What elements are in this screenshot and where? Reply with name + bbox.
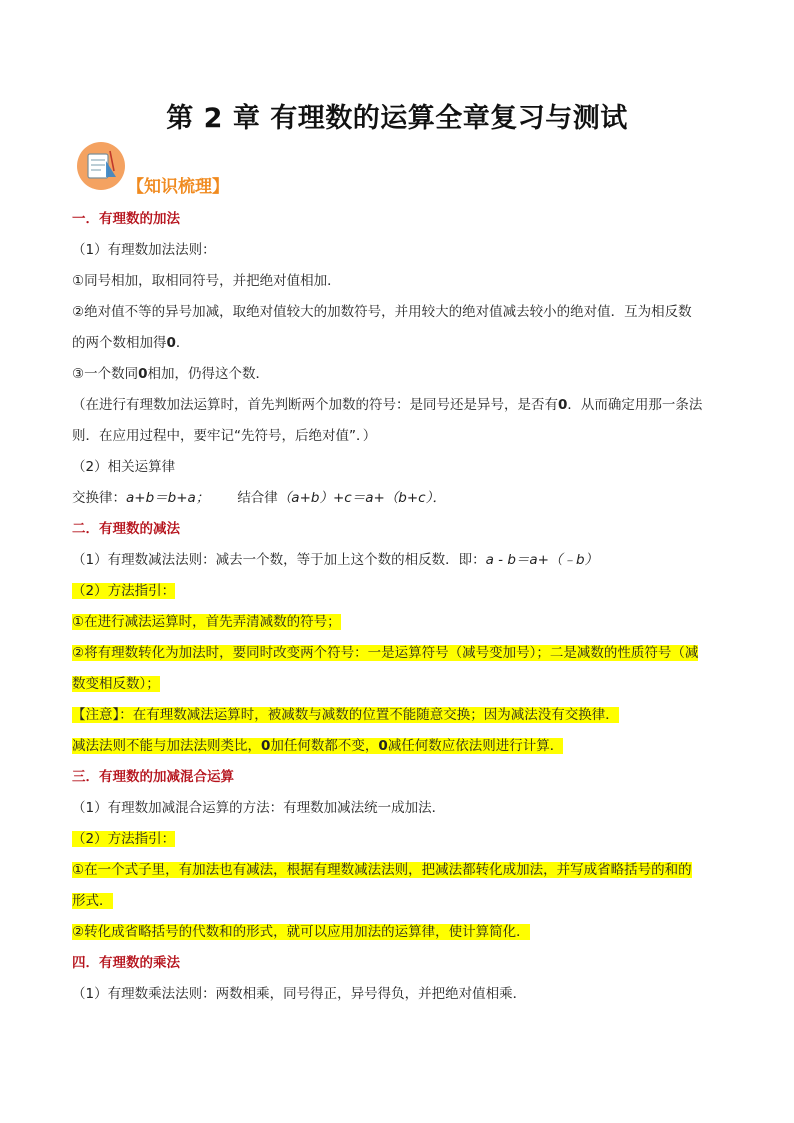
section-tag-knowledge: 【知识梳理】 (127, 177, 229, 197)
zero: 0 (138, 366, 148, 382)
mixed-tips-label (72, 824, 724, 855)
subtraction-formula: a - b＝a+（﹣b） (485, 552, 599, 568)
addition-note-line-2: 则．在应用过程中，要牢记“先符号，后绝对值”．） (72, 428, 377, 444)
text: 减任何数应依法则进行计算． (387, 738, 564, 754)
addition-rule-3 (72, 359, 724, 390)
text: 相加，仍得这个数． (147, 366, 270, 382)
commutative-label: 交换律： (72, 490, 126, 506)
associative-law: （a+b）+c＝a+（b+c）． (277, 490, 446, 506)
addition-rule-1: ①同号相加，取相同符号，并把绝对值相加． (72, 273, 341, 289)
addition-rule-label: （1）有理数加法法则： (72, 242, 216, 258)
highlight: ①在进行减法运算时，首先弄清减数的符号； (72, 614, 341, 630)
addition-rule-2-line-1: ②绝对值不等的异号加减，取绝对值较大的加数符号，并用较大的绝对值减去较小的绝对值．互为相反数 (72, 304, 692, 320)
text: 的两个数相加得 (72, 335, 167, 351)
highlight: ②转化成省略括号的代数和的形式，就可以应用加法的运算律，使计算简化． (72, 924, 530, 940)
content-body (72, 204, 724, 1010)
subtraction-tips-label (72, 576, 724, 607)
mixed-tip-1-line-1 (72, 855, 724, 886)
text: （1）有理数减法法则：减去一个数，等于加上这个数的相反数．即： (72, 552, 486, 568)
heading-multiplication: 四．有理数的乘法 (72, 955, 180, 971)
text: 加任何数都不变， (270, 738, 379, 754)
multiplication-rule: （1）有理数乘法法则：两数相乘，同号得正，异号得负，并把绝对值相乘． (72, 986, 527, 1002)
highlight: ②将有理数转化为加法时，要同时改变两个符号：一是运算符号（减号变加号）；二是减数的性质符号（减 (72, 645, 699, 661)
zero: 0 (378, 738, 388, 754)
commutative-law: a+b＝b+a； (126, 490, 210, 506)
highlight: 【注意】：在有理数减法运算时，被减数与减数的位置不能随意交换；因为减法没有交换律． (72, 707, 619, 723)
mixed-tip-2 (72, 917, 724, 948)
subtraction-tip-2-line-1 (72, 638, 724, 669)
heading-subtraction: 二．有理数的减法 (72, 521, 180, 537)
highlight: （2）方法指引： (72, 831, 176, 847)
heading-mixed-operations: 三．有理数的加减混合运算 (72, 769, 234, 785)
subtraction-tip-2-line-2 (72, 669, 724, 700)
heading-addition: 一．有理数的加法 (72, 211, 180, 227)
highlight: ①在一个式子里，有加法也有减法，根据有理数减法法则，把减法都转化成加法，并写成省略括号的和的 (72, 862, 692, 878)
subtraction-note-1 (72, 700, 724, 731)
subtraction-rule (72, 545, 724, 576)
highlight: （2）方法指引： (72, 583, 176, 599)
text: 减法法则不能与加法法则类比， (72, 738, 261, 754)
highlight: 数变相反数）； (72, 676, 160, 692)
page-title: 第 2 章 有理数的运算全章复习与测试 (166, 103, 628, 134)
mixed-rule: （1）有理数加减混合运算的方法：有理数加减法统一成加法． (72, 800, 446, 816)
highlight: 形式． (72, 893, 113, 909)
subtraction-note-2 (72, 731, 724, 762)
text: （在进行有理数加法运算时，首先判断两个加数的符号：是同号还是异号，是否有 (72, 397, 558, 413)
addition-laws (72, 483, 724, 514)
associative-label: 结合律 (237, 490, 278, 506)
addition-rule-2-line-2 (72, 328, 724, 359)
text: ③一个数同 (72, 366, 139, 382)
text: ．从而确定用那一条法 (567, 397, 703, 413)
zero: 0 (261, 738, 271, 754)
zero: 0 (558, 397, 568, 413)
mixed-tip-1-line-2 (72, 886, 724, 917)
subtraction-tip-1 (72, 607, 724, 638)
highlight (72, 738, 563, 754)
zero: 0 (166, 335, 176, 351)
addition-note-line-1 (72, 390, 724, 421)
text: ． (175, 335, 190, 351)
addition-laws-label: （2）相关运算律 (72, 459, 176, 475)
notebook-ruler-icon (76, 141, 126, 191)
